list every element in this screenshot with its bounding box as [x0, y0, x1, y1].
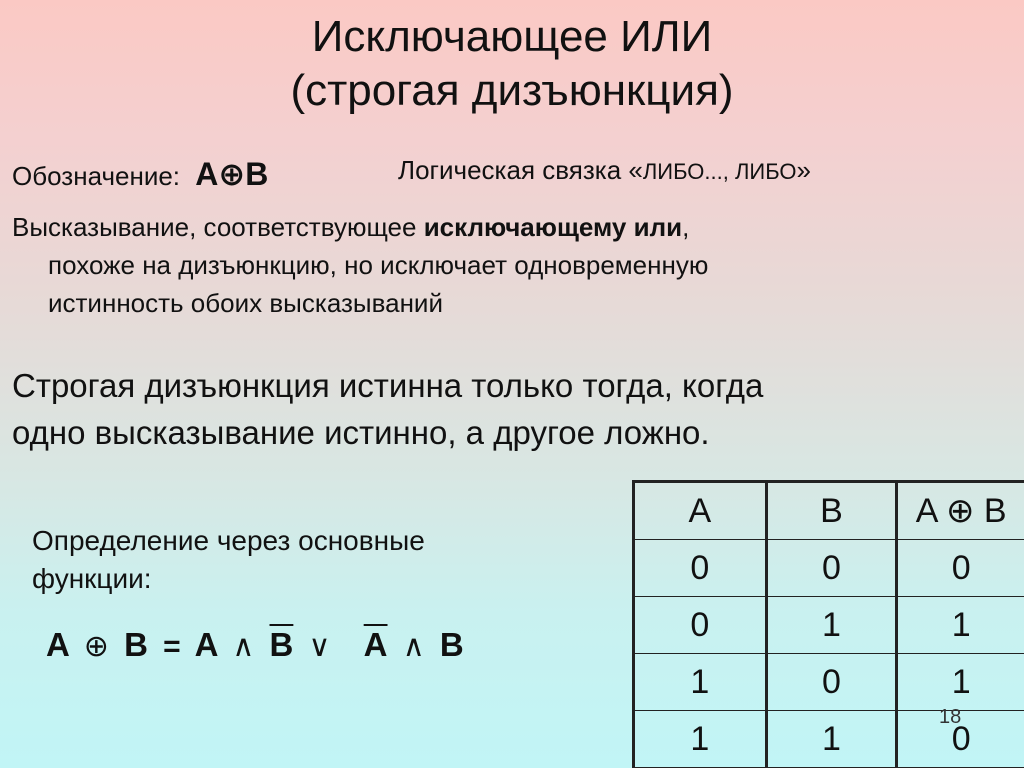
table-cell: 1	[634, 711, 767, 768]
notation-line	[12, 155, 268, 193]
table-cell: 0	[897, 711, 1024, 768]
formula-a2: A	[194, 626, 218, 663]
table-cell: 1	[897, 597, 1024, 654]
xor-formula	[46, 626, 464, 664]
table-cell: 0	[634, 597, 767, 654]
table-row	[634, 654, 1024, 711]
definition-line-1: Определение через основные	[32, 525, 425, 556]
page-number: 18	[939, 706, 962, 728]
truth-table-header-result: A ⊕ B	[897, 482, 1024, 540]
formula-b3: B	[439, 626, 464, 663]
notation-expression: A⊕B	[195, 156, 269, 192]
description-line-1-end: ,	[682, 212, 690, 242]
notation-label: Обозначение:	[12, 161, 181, 191]
table-cell: 1	[766, 711, 897, 768]
formula-and-symbol-1: ∧	[232, 630, 255, 663]
strict-disjunction-statement	[12, 362, 763, 456]
formula-a1: A	[46, 626, 69, 663]
strict-line-1: Строгая дизъюнкция истинна только тогда, когда	[12, 367, 764, 404]
formula-xor-symbol: ⊕	[83, 630, 109, 663]
formula-not-b: $\overline{B}$	[269, 626, 294, 663]
table-cell: 0	[766, 654, 897, 711]
formula-not-a: $\overline{A}$	[363, 626, 388, 663]
table-cell: 1	[897, 654, 1024, 711]
formula-and-symbol-2: ∧	[402, 630, 425, 663]
description-line-1	[12, 208, 1012, 246]
table-row	[634, 540, 1024, 597]
table-cell: 1	[634, 654, 767, 711]
description-line-1-bold: исключающему или	[423, 212, 683, 242]
description-paragraph	[12, 208, 1012, 322]
description-line-1-start: Высказывание, соответствующее	[12, 212, 424, 242]
table-cell: 0	[766, 540, 897, 597]
title-line-2: (строгая дизъюнкция)	[290, 66, 734, 115]
table-row	[634, 711, 1024, 768]
description-line-2: похоже на дизъюнкцию, но исключает одновременную	[48, 250, 709, 280]
strict-line-2: одно высказывание истинно, а другое ложно.	[12, 414, 710, 451]
table-cell: 0	[897, 540, 1024, 597]
logical-connective	[398, 155, 811, 186]
formula-b1: B	[124, 626, 148, 663]
formula-or-symbol: ∨	[308, 630, 331, 663]
definition-line-2: функции:	[32, 563, 152, 594]
title-line-1: Исключающее ИЛИ	[311, 12, 713, 61]
connective-close: »	[796, 155, 811, 185]
slide-title	[0, 10, 1024, 118]
formula-equals: =	[163, 630, 181, 663]
description-line-3: истинность обоих высказываний	[48, 288, 443, 318]
connective-label: Логическая связка «	[398, 155, 643, 185]
table-row	[634, 597, 1024, 654]
table-cell: 0	[634, 540, 767, 597]
truth-table-header-b: B	[766, 482, 897, 540]
truth-table-header-a: A	[634, 482, 767, 540]
connective-value: ЛИБО..., ЛИБО	[642, 159, 797, 184]
table-cell: 1	[766, 597, 897, 654]
truth-table-header-row	[634, 482, 1024, 540]
definition-label	[32, 522, 425, 598]
truth-table	[632, 480, 1024, 768]
